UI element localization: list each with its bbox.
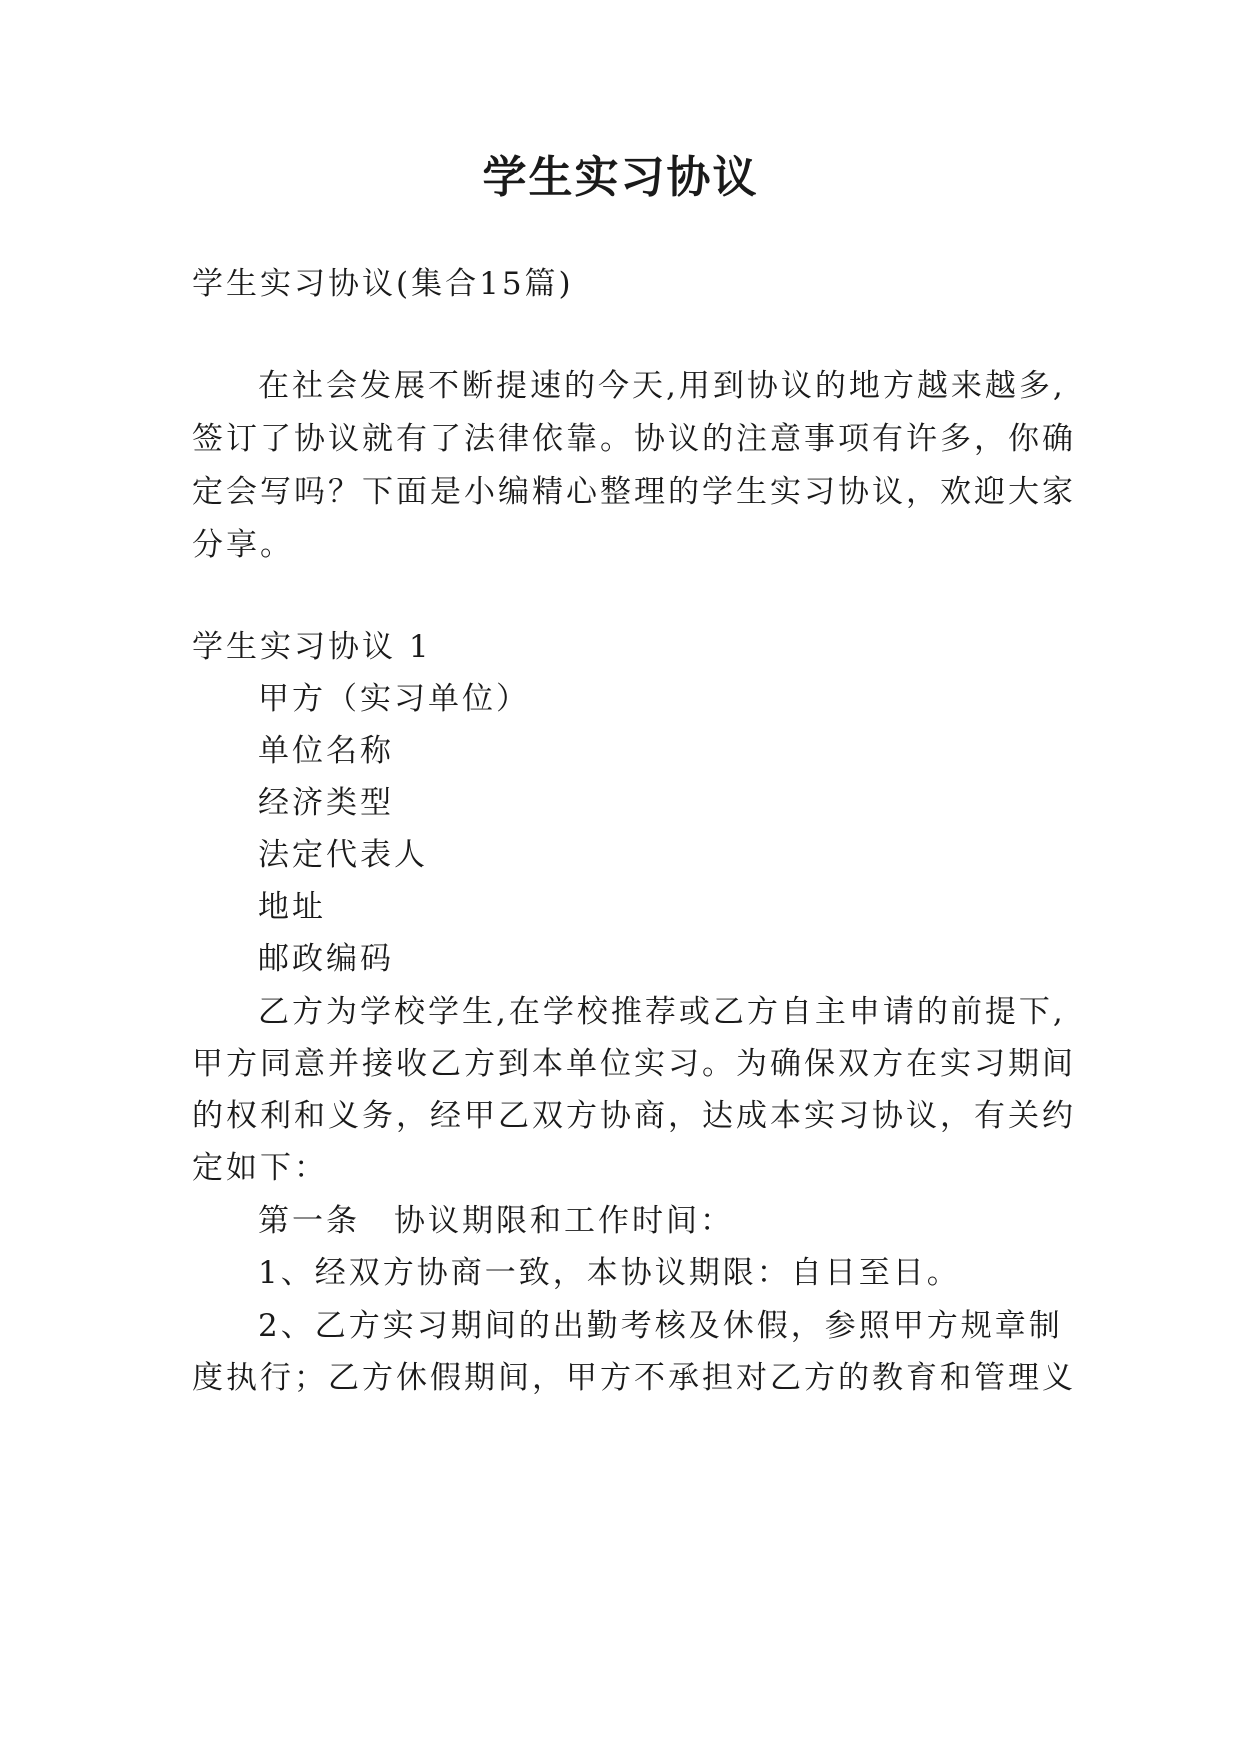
party-b-line-2: 甲方同意并接收乙方到本单位实习。为确保双方在实习期间 [192,1046,1076,1082]
intro-line-3: 定会写吗？下面是小编精心整理的学生实习协议，欢迎大家 [192,474,1076,510]
party-a-field: 甲方（实习单位） [258,681,530,717]
intro-line-2: 签订了协议就有了法律依靠。协议的注意事项有许多，你确 [192,421,1076,457]
party-a-field: 地址 [258,889,326,925]
article-1-heading: 第一条 协议期限和工作时间： [258,1203,734,1239]
party-a-field: 法定代表人 [258,837,428,873]
party-a-field: 单位名称 [258,733,394,769]
party-b-line-3: 的权利和义务，经甲乙双方协商，达成本实习协议，有关约 [192,1098,1076,1134]
clause-2-line-1: 2、乙方实习期间的出勤考核及休假，参照甲方规章制 [258,1308,1063,1344]
party-a-field: 邮政编码 [258,941,394,977]
intro-line-1: 在社会发展不断提速的今天,用到协议的地方越来越多, [258,368,1066,404]
document-subtitle: 学生实习协议(集合15篇) [192,266,574,302]
party-b-line-4: 定如下： [192,1150,328,1186]
document-title: 学生实习协议 [482,152,759,203]
clause-1: 1、经双方协商一致，本协议期限：自日至日。 [258,1255,961,1291]
intro-line-4: 分享。 [192,527,294,563]
party-b-line-1: 乙方为学校学生,在学校推荐或乙方自主申请的前提下, [258,994,1066,1030]
party-a-field: 经济类型 [258,785,394,821]
section-heading: 学生实习协议 1 [192,629,432,665]
clause-2-line-2: 度执行；乙方休假期间，甲方不承担对乙方的教育和管理义 [192,1360,1076,1396]
